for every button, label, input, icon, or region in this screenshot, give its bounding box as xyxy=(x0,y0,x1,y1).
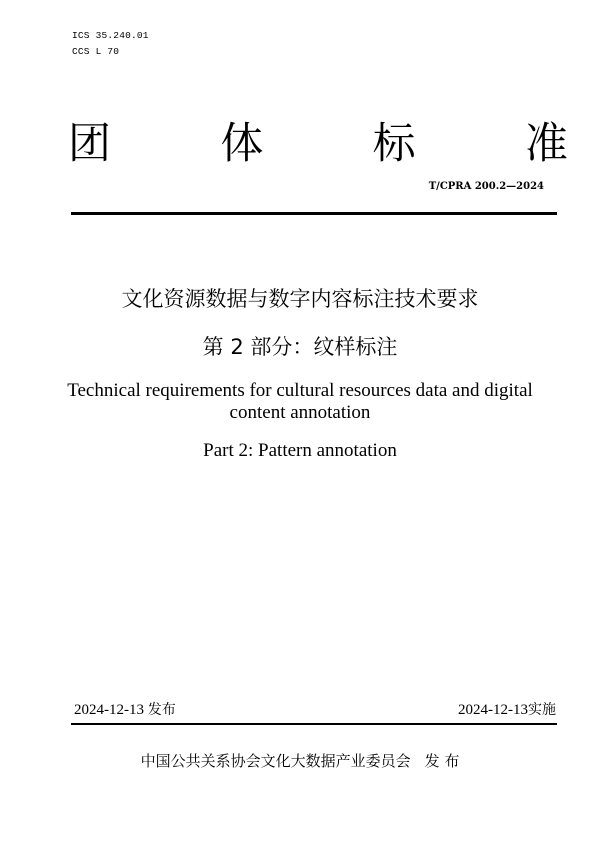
publisher-name: 中国公共关系协会文化大数据产业委员会 xyxy=(140,752,411,770)
bottom-divider xyxy=(71,723,557,725)
publish-label: 发布 xyxy=(147,702,176,718)
heading-char-1: 团 xyxy=(68,119,111,169)
implement-date-block xyxy=(458,700,556,720)
implement-label: 实施 xyxy=(528,702,556,718)
publisher-action: 发 布 xyxy=(424,752,460,770)
ccs-code: CCS L 70 xyxy=(72,46,120,57)
publish-date-block xyxy=(74,700,176,720)
standard-number: T/CPRA 200.2—2024 xyxy=(428,181,544,192)
document-type-heading xyxy=(68,116,568,172)
publish-date: 2024-12-13 xyxy=(74,702,144,718)
chinese-title: 文化资源数据与数字内容标注技术要求 xyxy=(121,287,479,311)
english-title-line-1: Technical requirements for cultural resources data and digital xyxy=(67,380,533,401)
heading-char-3: 标 xyxy=(372,119,416,169)
chinese-part-title: 第 2 部分：纹样标注 xyxy=(202,335,398,359)
ics-code: ICS 35.240.01 xyxy=(72,30,149,41)
publisher-line xyxy=(0,751,600,771)
english-part-title: Part 2: Pattern annotation xyxy=(203,440,397,461)
english-title-line-2: content annotation xyxy=(229,402,371,423)
classification-codes xyxy=(72,28,149,60)
english-title xyxy=(0,380,600,424)
heading-char-4: 准 xyxy=(524,119,568,169)
top-divider xyxy=(71,212,557,215)
heading-char-2: 体 xyxy=(220,119,264,169)
implement-date: 2024-12-13 xyxy=(458,702,528,718)
